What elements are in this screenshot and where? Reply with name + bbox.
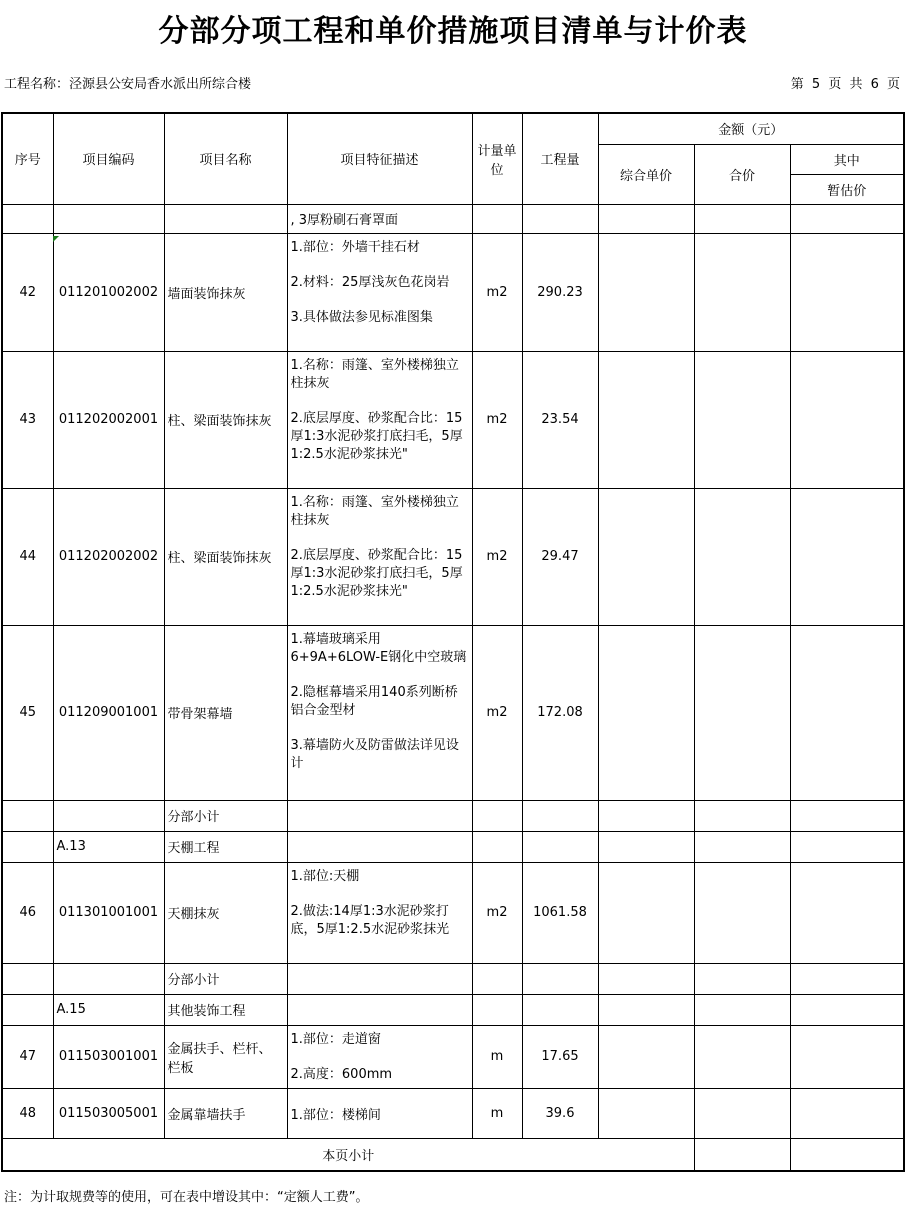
page-subtotal-label: 本页小计 xyxy=(2,1138,694,1171)
row-name: 金属靠墙扶手 xyxy=(164,1088,287,1138)
row-seq: 46 xyxy=(2,862,53,963)
row-qty: 172.08 xyxy=(522,625,598,800)
header-of-which: 其中 xyxy=(790,144,904,174)
row-name: 带骨架幕墙 xyxy=(164,625,287,800)
row-unit: m2 xyxy=(472,488,522,625)
row-name: 金属扶手、栏杆、栏板 xyxy=(164,1025,287,1088)
header-unit-price: 综合单价 xyxy=(598,144,694,204)
table-row xyxy=(2,831,904,862)
row-unit: m2 xyxy=(472,351,522,488)
table-row xyxy=(2,800,904,831)
table-row xyxy=(2,862,904,963)
table-row xyxy=(2,204,904,233)
row-name: 墙面装饰抹灰 xyxy=(164,233,287,351)
row-code: 011202002001 xyxy=(53,351,164,488)
table-row xyxy=(2,1088,904,1138)
project-name: 工程名称：泾源县公安局香水派出所综合楼 xyxy=(4,77,252,92)
subtotal-label: 分部小计 xyxy=(164,963,287,994)
section-code: A.15 xyxy=(53,994,164,1025)
section-name: 天棚工程 xyxy=(164,831,287,862)
header-desc: 项目特征描述 xyxy=(287,113,472,204)
row-desc: 1.名称：雨篷、室外楼梯独立柱抹灰 2.底层厚度、砂浆配合比：15厚1:3水泥砂浆打底扫毛，5厚1:2.5水泥砂浆抹光" xyxy=(287,488,472,625)
header-amount: 金额（元） xyxy=(598,113,904,144)
header-seq: 序号 xyxy=(2,113,53,204)
desc-continuation: , 3厚粉刷石膏罩面 xyxy=(287,204,472,233)
row-unit: m2 xyxy=(472,233,522,351)
pricing-table xyxy=(1,112,905,1172)
table-row xyxy=(2,488,904,625)
row-desc: 1.部位：楼梯间 xyxy=(287,1088,472,1138)
row-qty: 29.47 xyxy=(522,488,598,625)
row-code: 011202002002 xyxy=(53,488,164,625)
row-unit: m xyxy=(472,1025,522,1088)
row-seq: 44 xyxy=(2,488,53,625)
row-code: 011209001001 xyxy=(53,625,164,800)
table-row xyxy=(2,994,904,1025)
row-desc: 1.名称：雨篷、室外楼梯独立柱抹灰 2.底层厚度、砂浆配合比：15厚1:3水泥砂浆打底扫毛，5厚1:2.5水泥砂浆抹光" xyxy=(287,351,472,488)
row-code: 011503001001 xyxy=(53,1025,164,1088)
row-seq: 45 xyxy=(2,625,53,800)
page-subtotal-row xyxy=(2,1138,904,1171)
row-qty: 290.23 xyxy=(522,233,598,351)
row-name: 天棚抹灰 xyxy=(164,862,287,963)
table-row xyxy=(2,351,904,488)
row-seq: 42 xyxy=(2,233,53,351)
row-name: 柱、梁面装饰抹灰 xyxy=(164,488,287,625)
row-qty: 1061.58 xyxy=(522,862,598,963)
row-seq: 47 xyxy=(2,1025,53,1088)
row-seq: 43 xyxy=(2,351,53,488)
row-desc: 1.部位:天棚 2.做法:14厚1:3水泥砂浆打底，5厚1:2.5水泥砂浆抹光 xyxy=(287,862,472,963)
row-desc: 1.部位：外墙干挂石材 2.材料：25厚浅灰色花岗岩 3.具体做法参见标准图集 xyxy=(287,233,472,351)
row-qty: 17.65 xyxy=(522,1025,598,1088)
subtotal-label: 分部小计 xyxy=(164,800,287,831)
header-unit: 计量单位 xyxy=(472,113,522,204)
footnote: 注：为计取规费等的使用，可在表中增设其中：“定额人工费”。 xyxy=(4,1190,369,1205)
section-name: 其他装饰工程 xyxy=(164,994,287,1025)
header-qty: 工程量 xyxy=(522,113,598,204)
row-unit: m2 xyxy=(472,625,522,800)
cell-comment-marker xyxy=(53,236,59,242)
row-desc: 1.幕墙玻璃采用6+9A+6LOW-E钢化中空玻璃 2.隐框幕墙采用140系列断桥铝合金型材 3.幕墙防火及防雷做法详见设计 xyxy=(287,625,472,800)
row-desc: 1.部位：走道窗 2.高度：600mm xyxy=(287,1025,472,1088)
row-code: 011201002002 xyxy=(53,233,164,351)
row-qty: 23.54 xyxy=(522,351,598,488)
page-number: 第 5 页 共 6 页 xyxy=(790,77,900,92)
table-row xyxy=(2,625,904,800)
header-total: 合价 xyxy=(694,144,790,204)
table-row xyxy=(2,963,904,994)
row-qty: 39.6 xyxy=(522,1088,598,1138)
row-code: 011503005001 xyxy=(53,1088,164,1138)
page-title: 分部分项工程和单价措施项目清单与计价表 xyxy=(158,14,748,49)
row-unit: m xyxy=(472,1088,522,1138)
row-name: 柱、梁面装饰抹灰 xyxy=(164,351,287,488)
section-code: A.13 xyxy=(53,831,164,862)
header-name: 项目名称 xyxy=(164,113,287,204)
row-unit: m2 xyxy=(472,862,522,963)
row-seq: 48 xyxy=(2,1088,53,1138)
table-row xyxy=(2,1025,904,1088)
row-code: 011301001001 xyxy=(53,862,164,963)
table-row xyxy=(2,233,904,351)
header-estimate: 暂估价 xyxy=(790,174,904,204)
header-code: 项目编码 xyxy=(53,113,164,204)
